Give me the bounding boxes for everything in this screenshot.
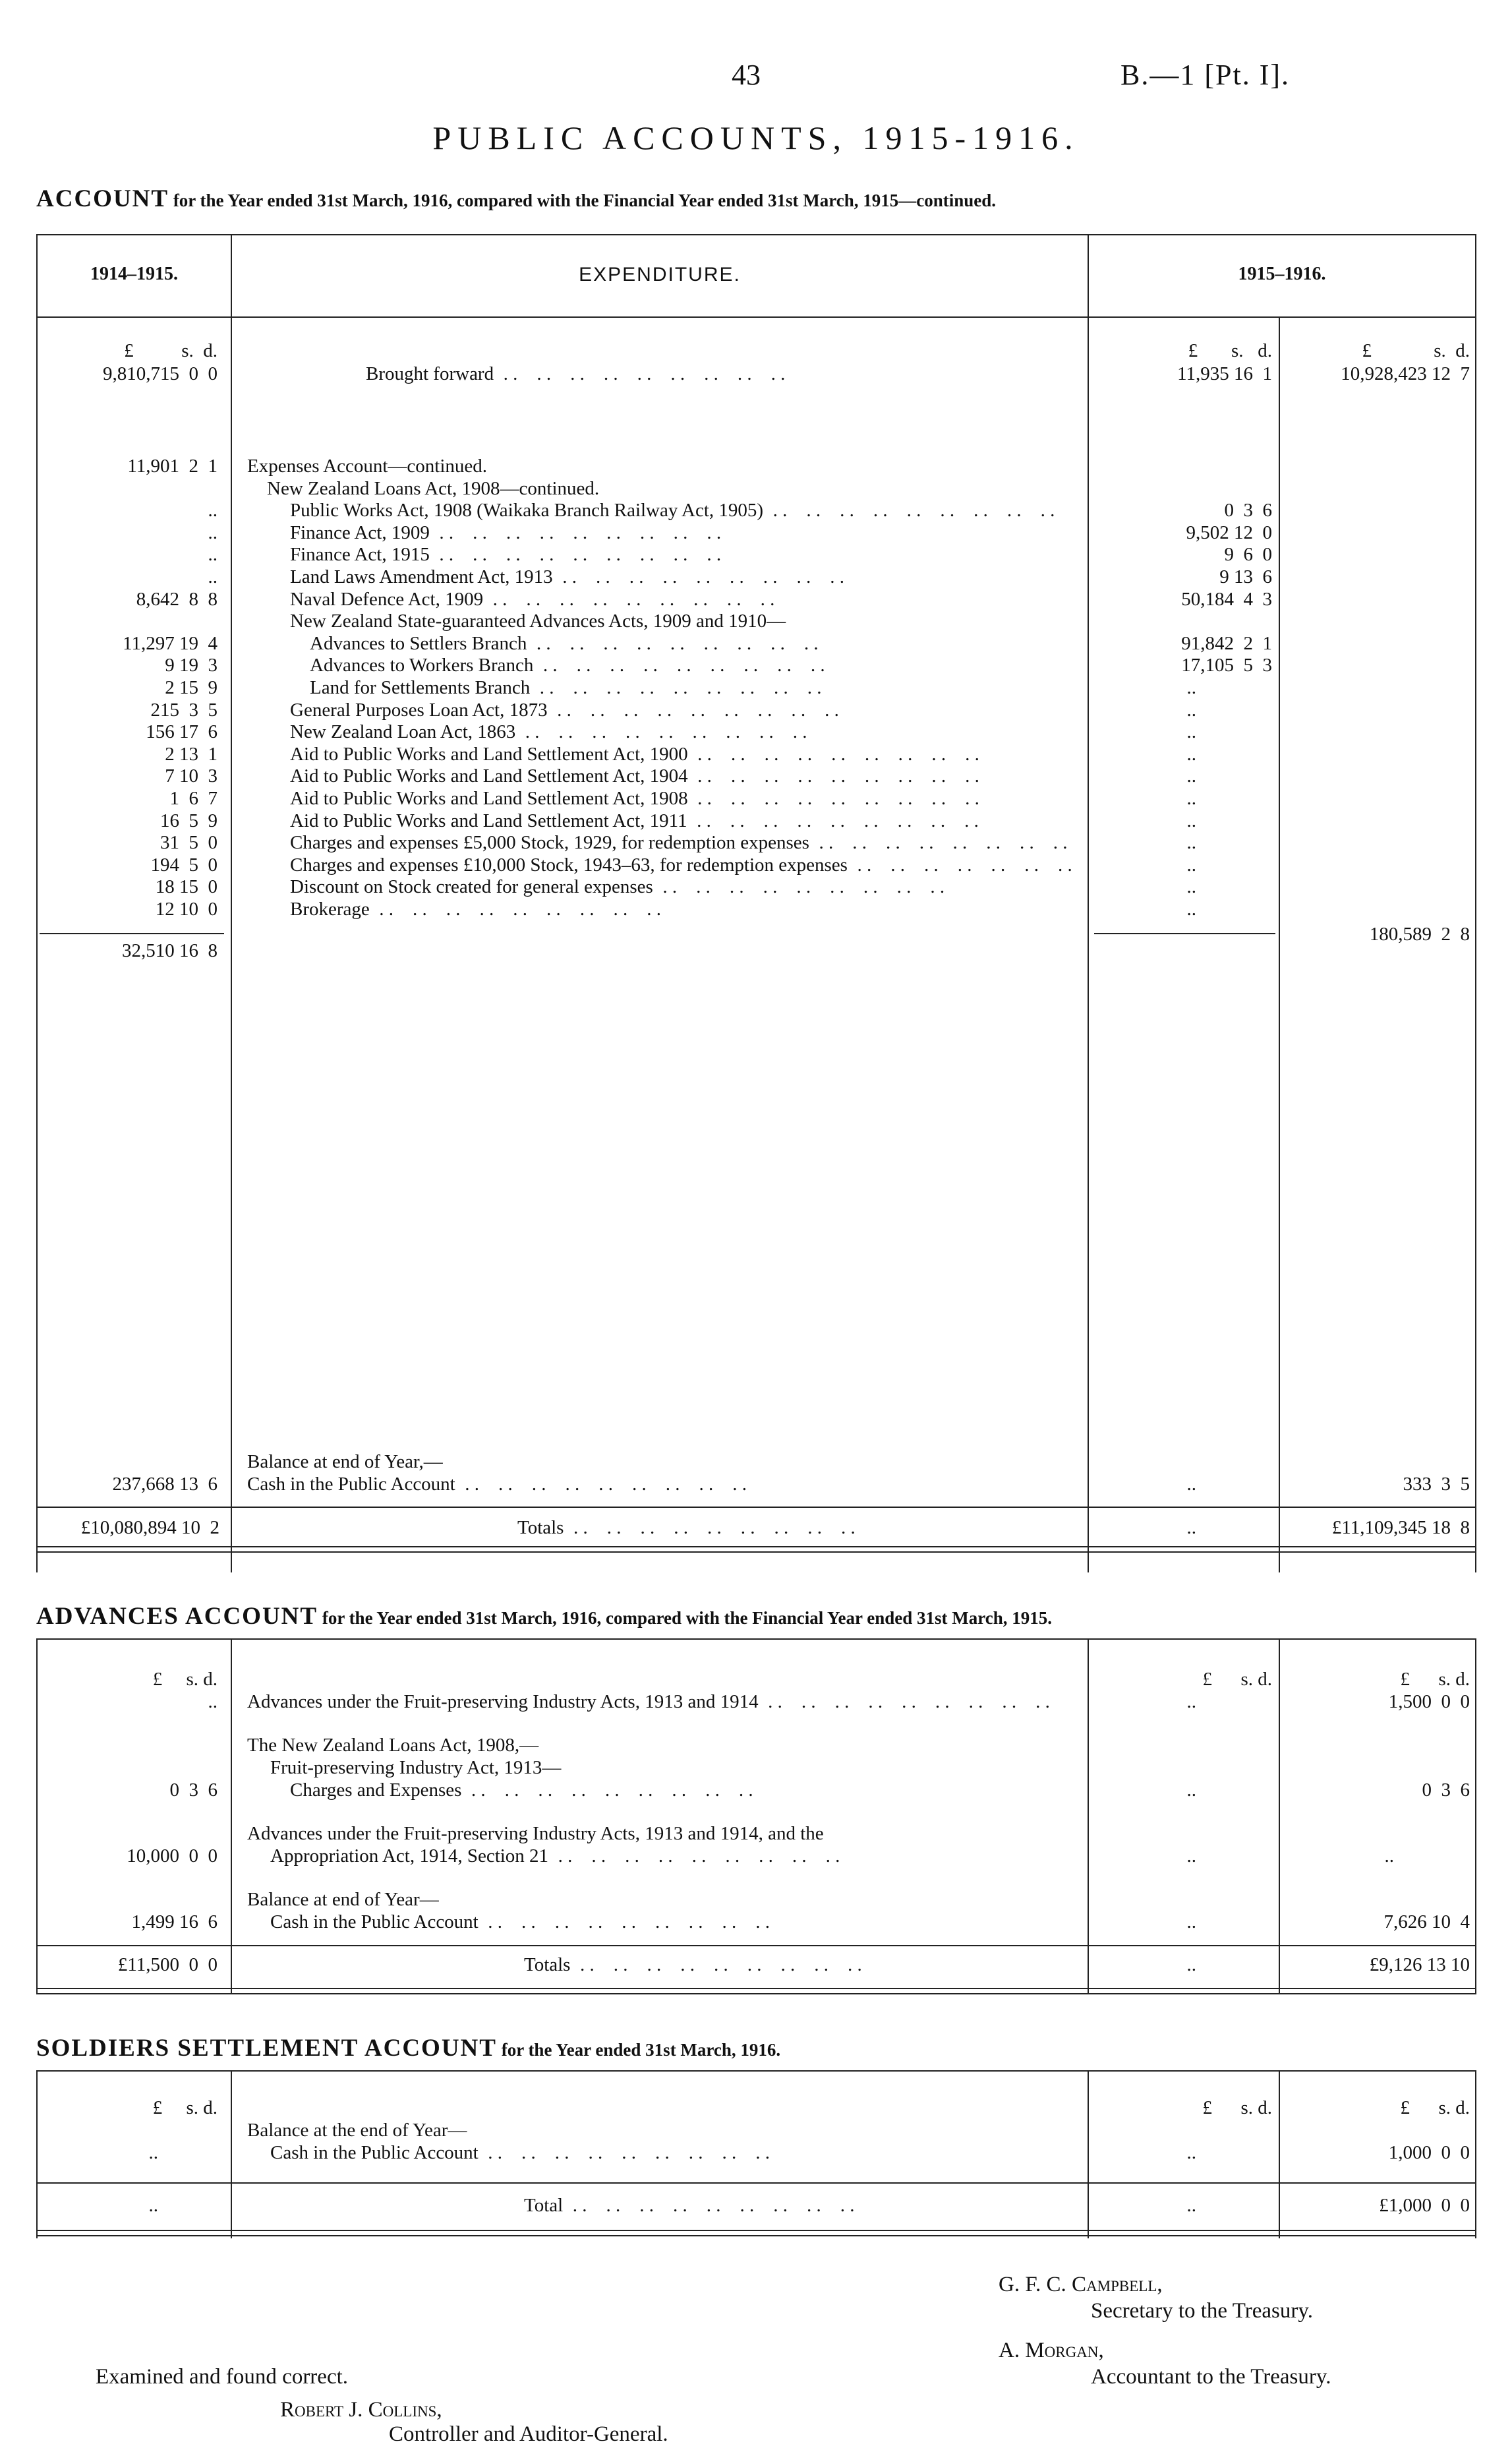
soldiers-currency-prev: £ s. d.	[152, 2097, 218, 2118]
brought-forward-prev: 9,810,715 0 0	[103, 363, 218, 384]
account-row-label: Advances to Workers Branch . .	[310, 654, 1081, 676]
totals-label: Totals . .	[517, 1516, 1078, 1539]
account-row-curr: ..	[1186, 876, 1196, 898]
soldiers-currency-curr-a: £ s. d.	[1202, 2097, 1272, 2118]
account-row-label: New Zealand Loan Act, 1863 . .	[290, 721, 1081, 743]
advances-row1-label: Advances under the Fruit-preserving Industry Acts, 1913 and 1914 . .	[247, 1690, 1078, 1713]
account-row-label: Naval Defence Act, 1909 . .	[290, 588, 1081, 611]
soldiers-curr-b: 1,000 0 0	[1388, 2142, 1470, 2163]
soldiers-prev: ..	[148, 2142, 158, 2163]
collins-name: Robert J. Collins,	[280, 2398, 442, 2422]
account-row-label: Aid to Public Works and Land Settlement Act, 1900 . .	[290, 743, 1081, 765]
account-row-label: Land Laws Amendment Act, 1913 . .	[290, 566, 1081, 588]
account-row-label: Discount on Stock created for general expenses . .	[290, 876, 1081, 898]
soldiers-heading-title: SOLDIERS SETTLEMENT ACCOUNT	[36, 2035, 497, 2062]
account-row-prev: 194 5 0	[150, 854, 218, 876]
soldiers-curr-a: ..	[1186, 2142, 1196, 2163]
soldiers-heading	[36, 2034, 780, 2062]
soldiers-currency-curr-b: £ s. d.	[1400, 2097, 1470, 2118]
advances-row3-label1: Advances under the Fruit-preserving Industry Acts, 1913 and 1914, and the	[247, 1823, 824, 1844]
account-row-curr: 9,502 12 0	[1186, 522, 1272, 543]
soldiers-label-1: Balance at the end of Year—	[247, 2120, 467, 2141]
document-reference: B.—1 [Pt. I].	[1120, 59, 1290, 91]
account-row-curr: 0 3 6	[1224, 500, 1272, 522]
totals-curr-a: ..	[1186, 1517, 1196, 1538]
advances-row3-label2: Appropriation Act, 1914, Section 21 . .	[270, 1845, 1078, 1867]
advances-row4-label2: Cash in the Public Account . .	[270, 1911, 1078, 1933]
soldiers-total-curr-a: ..	[1186, 2195, 1196, 2216]
column-header-1914-1915: 1914–1915.	[90, 264, 178, 284]
subtotal-prev: 32,510 16 8	[122, 940, 218, 961]
account-row-prev: ..	[208, 544, 218, 566]
account-row-curr: ..	[1186, 699, 1196, 721]
advances-row3-prev: 10,000 0 0	[127, 1845, 218, 1867]
account-row-label: General Purposes Loan Act, 1873 . .	[290, 699, 1081, 721]
account-row-curr: ..	[1186, 854, 1196, 876]
account-row-prev: ..	[208, 522, 218, 543]
account-row-label: Aid to Public Works and Land Settlement Act, 1911 . .	[290, 810, 1081, 832]
account-row-curr: ..	[1186, 899, 1196, 920]
balance-curr-a: ..	[1186, 1474, 1196, 1495]
advances-totals-curr-a: ..	[1186, 1954, 1196, 1975]
advances-row3-curr-a: ..	[1186, 1845, 1196, 1867]
account-row-label: Public Works Act, 1908 (Waikaka Branch Railway Act, 1905) . .	[290, 499, 1081, 522]
account-heading-title: ACCOUNT	[36, 185, 169, 212]
page-number: 43	[732, 59, 761, 91]
campbell-name: G. F. C. Campbell,	[999, 2273, 1163, 2296]
account-row-curr: ..	[1186, 788, 1196, 809]
advances-row2-label3: Charges and Expenses . .	[290, 1779, 1078, 1801]
advances-currency-curr-b: £ s. d.	[1400, 1669, 1470, 1690]
advances-row2-curr-b: 0 3 6	[1422, 1779, 1470, 1801]
totals-prev: £10,080,894 10 2	[80, 1517, 219, 1538]
soldiers-label-2: Cash in the Public Account . .	[270, 2141, 1078, 2164]
advances-row4-curr-a: ..	[1186, 1911, 1196, 1932]
account-row-label: New Zealand Loans Act, 1908—continued.	[267, 477, 600, 499]
currency-units-curr-b: £ s. d.	[1362, 340, 1470, 361]
account-row-curr: ..	[1186, 765, 1196, 787]
soldiers-heading-subtitle: for the Year ended 31st March, 1916.	[501, 2040, 781, 2060]
advances-row3-curr-b: ..	[1384, 1845, 1394, 1867]
advances-row1-curr-b: 1,500 0 0	[1388, 1691, 1470, 1712]
currency-units-prev: £ s. d.	[124, 340, 218, 361]
account-row-prev: ..	[208, 566, 218, 587]
account-row-prev: 16 5 9	[160, 810, 218, 831]
brought-forward-curr-a: 11,935 16 1	[1177, 363, 1272, 384]
account-heading-subtitle: for the Year ended 31st March, 1916, compared with the Financial Year ended 31st March, 1915—continued.	[173, 191, 997, 210]
brought-forward-label: Brought forward . .	[366, 363, 1078, 385]
advances-heading-subtitle: for the Year ended 31st March, 1916, compared with the Financial Year ended 31st March, 1915.	[322, 1608, 1053, 1628]
collins-title: Controller and Auditor-General.	[389, 2422, 668, 2446]
soldiers-total-prev: ..	[148, 2195, 158, 2216]
balance-prev: 237,668 13 6	[112, 1474, 218, 1495]
morgan-title: Accountant to the Treasury.	[1091, 2365, 1331, 2389]
account-row-curr: 9 6 0	[1224, 544, 1272, 566]
totals-curr-b: £11,109,345 18 8	[1331, 1517, 1470, 1538]
account-row-label: Finance Act, 1909 . .	[290, 522, 1081, 544]
account-row-prev: 11,297 19 4	[123, 632, 218, 654]
advances-totals-prev: £11,500 0 0	[117, 1954, 218, 1975]
account-row-label: Aid to Public Works and Land Settlement Act, 1908 . .	[290, 787, 1081, 810]
account-row-curr: ..	[1186, 721, 1196, 743]
advances-currency-prev: £ s. d.	[152, 1669, 218, 1690]
balance-label-1: Balance at end of Year,—	[247, 1451, 443, 1472]
advances-row2-prev: 0 3 6	[169, 1779, 218, 1801]
account-row-prev: 8,642 8 8	[136, 588, 218, 610]
account-row-prev: 31 5 0	[160, 832, 218, 854]
advances-row1-prev: ..	[208, 1691, 218, 1712]
account-row-curr: ..	[1186, 677, 1196, 698]
account-row-curr: ..	[1186, 810, 1196, 831]
advances-row1-curr-a: ..	[1186, 1691, 1196, 1712]
account-row-prev: 1 6 7	[169, 788, 218, 809]
account-row-label: Charges and expenses £5,000 Stock, 1929, for redemption expenses . .	[290, 831, 1081, 854]
account-row-prev: 12 10 0	[155, 899, 218, 920]
account-row-label: New Zealand State-guaranteed Advances Acts, 1909 and 1910—	[290, 611, 786, 632]
advances-row2-curr-a: ..	[1186, 1779, 1196, 1801]
advances-row4-curr-b: 7,626 10 4	[1383, 1911, 1470, 1932]
account-row-label: Land for Settlements Branch . .	[310, 676, 1081, 699]
account-row-curr: 91,842 2 1	[1181, 632, 1272, 654]
account-row-label: Expenses Account—continued.	[247, 456, 488, 477]
account-row-prev: 2 15 9	[165, 677, 218, 698]
advances-row4-prev: 1,499 16 6	[131, 1911, 218, 1932]
account-row-curr: ..	[1186, 832, 1196, 854]
advances-totals-label: Totals . .	[524, 1954, 1078, 1976]
advances-heading-title: ADVANCES ACCOUNT	[36, 1603, 318, 1630]
morgan-name: A. Morgan,	[999, 2339, 1104, 2362]
currency-units-curr-a: £ s. d.	[1188, 340, 1272, 361]
account-row-curr: 17,105 5 3	[1181, 655, 1272, 676]
account-row-curr: 50,184 4 3	[1181, 588, 1272, 610]
advances-row4-label1: Balance at end of Year—	[247, 1889, 439, 1910]
account-row-label: Advances to Settlers Branch . .	[310, 632, 1081, 655]
account-row-prev: 7 10 3	[165, 765, 218, 787]
balance-curr-b: 333 3 5	[1403, 1474, 1470, 1495]
account-row-curr: 9 13 6	[1219, 566, 1272, 587]
soldiers-total-label: Total . .	[524, 2194, 1078, 2217]
account-row-label: Finance Act, 1915 . .	[290, 543, 1081, 566]
examined-statement: Examined and found correct.	[96, 2365, 349, 2389]
account-heading	[36, 185, 996, 213]
brought-forward-curr-b: 10,928,423 12 7	[1341, 363, 1470, 384]
advances-row2-label2: Fruit-preserving Industry Act, 1913—	[270, 1757, 562, 1778]
account-row-curr: ..	[1186, 743, 1196, 765]
advances-heading	[36, 1602, 1052, 1630]
advances-row2-label1: The New Zealand Loans Act, 1908,—	[247, 1735, 539, 1756]
balance-label-2: Cash in the Public Account . .	[247, 1473, 1078, 1495]
advances-currency-curr-a: £ s. d.	[1202, 1669, 1272, 1690]
subtotal-curr: 180,589 2 8	[1369, 924, 1470, 945]
account-row-prev: 9 19 3	[165, 655, 218, 676]
column-header-1915-1916: 1915–1916.	[1238, 264, 1326, 284]
account-row-prev: 215 3 5	[150, 699, 218, 721]
account-row-prev: 11,901 2 1	[127, 456, 218, 477]
soldiers-total-curr-b: £1,000 0 0	[1379, 2195, 1470, 2216]
account-row-prev: 156 17 6	[146, 721, 218, 743]
page-title: PUBLIC ACCOUNTS, 1915-1916.	[432, 119, 1080, 156]
account-row-prev: ..	[208, 500, 218, 522]
account-row-prev: 18 15 0	[155, 876, 218, 898]
account-row-prev: 2 13 1	[165, 743, 218, 765]
account-row-label: Charges and expenses £10,000 Stock, 1943–63, for redemption expenses . .	[290, 854, 1081, 876]
column-header-expenditure: EXPENDITURE.	[579, 264, 741, 285]
campbell-title: Secretary to the Treasury.	[1091, 2299, 1313, 2323]
advances-totals-curr-b: £9,126 13 10	[1369, 1954, 1470, 1975]
account-row-label: Brokerage . .	[290, 898, 1081, 920]
account-row-label: Aid to Public Works and Land Settlement Act, 1904 . .	[290, 765, 1081, 787]
